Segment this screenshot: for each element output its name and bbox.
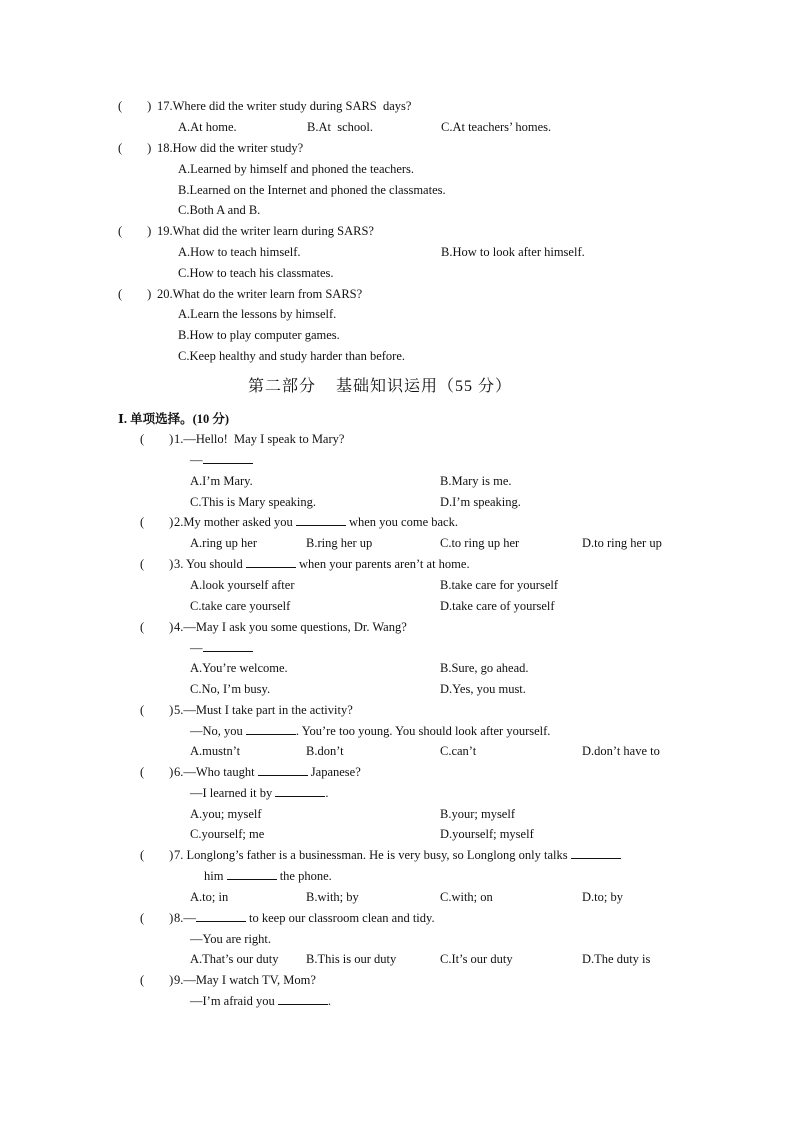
option-c: C.This is Mary speaking. [190, 495, 317, 509]
option-a: A.you; myself [190, 807, 262, 821]
answer-paren[interactable]: ( ) [118, 287, 152, 301]
option-b: B.your; myself [440, 807, 515, 821]
answer-paren[interactable]: ( ) [118, 141, 152, 155]
option-b: B.Learned on the Internet and phoned the classmates. [178, 183, 446, 197]
option-c: C.take care yourself [190, 599, 291, 613]
answer-paren[interactable]: ( ) [140, 432, 174, 446]
answer-paren[interactable]: ( ) [140, 973, 174, 987]
option-d: D.don’t have to [582, 744, 660, 758]
answer-blank[interactable] [246, 723, 296, 735]
answer-blank[interactable] [196, 910, 246, 922]
option-d: D.The duty is [582, 952, 651, 966]
response-line: —No, you . You’re too young. You should look after yourself. [190, 724, 551, 738]
answer-blank[interactable] [278, 993, 328, 1005]
option-b: B.ring her up [306, 536, 373, 550]
answer-paren[interactable]: ( ) [140, 515, 174, 529]
question-text: 19.What did the writer learn during SARS? [157, 224, 374, 238]
option-d: D.to; by [582, 890, 623, 904]
option-a: A.to; in [190, 890, 229, 904]
option-d: D.yourself; myself [440, 827, 534, 841]
question-continued: him the phone. [204, 869, 332, 883]
response-line: —I’m afraid you . [190, 994, 331, 1008]
option-c: C.At teachers’ homes. [441, 120, 552, 134]
question-text: 9.—May I watch TV, Mom? [174, 973, 316, 987]
option-b: B.At school. [307, 120, 373, 134]
option-a: A.At home. [178, 120, 237, 134]
option-c: C.yourself; me [190, 827, 265, 841]
option-c: C.can’t [440, 744, 477, 758]
response-line: —I learned it by . [190, 786, 329, 800]
answer-paren[interactable]: ( ) [140, 765, 174, 779]
answer-blank[interactable] [296, 514, 346, 526]
answer-blank[interactable] [203, 452, 253, 464]
answer-paren[interactable]: ( ) [140, 557, 174, 571]
option-c: C.to ring up her [440, 536, 520, 550]
question-text: 2.My mother asked you when you come back. [174, 515, 458, 529]
option-b: B.This is our duty [306, 952, 397, 966]
option-b: B.How to play computer games. [178, 328, 340, 342]
option-d: D.take care of yourself [440, 599, 555, 613]
answer-paren[interactable]: ( ) [140, 703, 174, 717]
question-text: 1.—Hello! May I speak to Mary? [174, 432, 345, 446]
option-a: A.Learn the lessons by himself. [178, 307, 337, 321]
question-text: 5.—Must I take part in the activity? [174, 703, 353, 717]
option-d: D.Yes, you must. [440, 682, 526, 696]
option-c: C.No, I’m busy. [190, 682, 271, 696]
option-c: C.Both A and B. [178, 203, 261, 217]
question-text: 17.Where did the writer study during SARS days? [157, 99, 412, 113]
section-title: Ⅰ. 单项选择。(10 分) [118, 412, 230, 426]
option-c: C.Keep healthy and study harder than before. [178, 349, 406, 363]
option-b: B.Mary is me. [440, 474, 512, 488]
response-line: —You are right. [190, 932, 272, 946]
answer-blank[interactable] [203, 640, 253, 652]
option-a: A.mustn’t [190, 744, 241, 758]
option-a: A.Learned by himself and phoned the teachers. [178, 162, 415, 176]
response-line: — [190, 640, 253, 656]
answer-paren[interactable]: ( ) [118, 99, 152, 113]
option-b: B.don’t [306, 744, 344, 758]
answer-blank[interactable] [275, 785, 325, 797]
option-a: A.How to teach himself. [178, 245, 301, 259]
question-text: 18.How did the writer study? [157, 141, 304, 155]
option-d: D.to ring her up [582, 536, 662, 550]
option-a: A.ring up her [190, 536, 257, 550]
option-a: A.look yourself after [190, 578, 295, 592]
part-heading: 第二部分 基础知识运用（55 分） [248, 378, 513, 395]
question-text: 3. You should when your parents aren’t at home. [174, 557, 470, 571]
answer-blank[interactable] [246, 556, 296, 568]
question-text: 4.—May I ask you some questions, Dr. Wang? [174, 620, 407, 634]
option-b: B.How to look after himself. [441, 245, 585, 259]
option-b: B.take care for yourself [440, 578, 558, 592]
question-text: 20.What do the writer learn from SARS? [157, 287, 363, 301]
question-text: 6.—Who taught Japanese? [174, 765, 361, 779]
answer-paren[interactable]: ( ) [140, 911, 174, 925]
answer-blank[interactable] [258, 764, 308, 776]
option-b: B.Sure, go ahead. [440, 661, 529, 675]
option-c: C.How to teach his classmates. [178, 266, 334, 280]
answer-paren[interactable]: ( ) [118, 224, 152, 238]
answer-blank[interactable] [571, 847, 621, 859]
response-line: — [190, 452, 253, 468]
option-b: B.with; by [306, 890, 359, 904]
option-a: A.I’m Mary. [190, 474, 253, 488]
option-a: A.You’re welcome. [190, 661, 288, 675]
answer-blank[interactable] [227, 868, 277, 880]
answer-paren[interactable]: ( ) [140, 848, 174, 862]
question-text: 7. Longlong’s father is a businessman. He is very busy, so Longlong only talks [174, 847, 621, 863]
answer-paren[interactable]: ( ) [140, 620, 174, 634]
option-c: C.with; on [440, 890, 493, 904]
option-d: D.I’m speaking. [440, 495, 521, 509]
option-c: C.It’s our duty [440, 952, 513, 966]
option-a: A.That’s our duty [190, 952, 279, 966]
question-text: 8.— to keep our classroom clean and tidy. [174, 911, 435, 925]
